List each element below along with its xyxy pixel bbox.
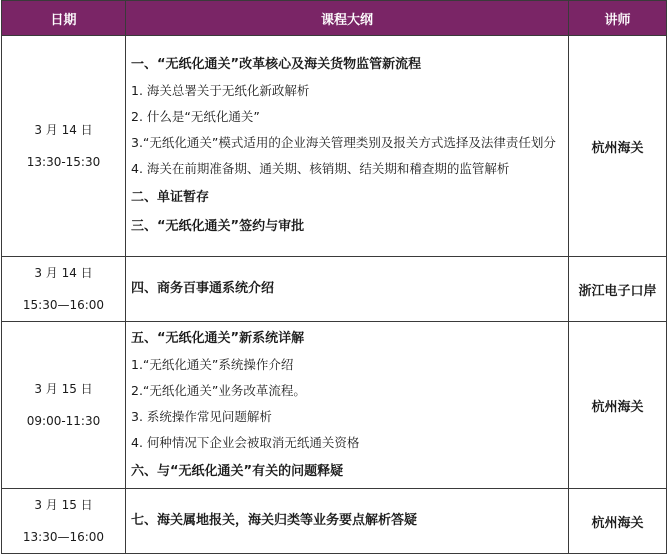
table-row xyxy=(2,257,667,322)
outline-cell xyxy=(126,257,569,322)
outline-item: 4. 何种情况下企业会被取消无纸通关资格 xyxy=(131,434,360,450)
section-title: 五、“无纸化通关”新系统详解 xyxy=(131,330,305,346)
header-outline: 课程大纲 xyxy=(126,1,569,36)
outline-cell xyxy=(126,489,569,554)
section-title: 二、单证暂存 xyxy=(131,190,210,205)
teacher-cell: 浙江电子口岸 xyxy=(569,257,667,322)
session-time: 15:30—16:00 xyxy=(22,298,105,312)
section-title: 一、“无纸化通关”改革核心及海关货物监管新流程 xyxy=(131,57,422,72)
outline-item: 3.“无纸化通关”模式适用的企业海关管理类别及报关方式选择及法律责任划分 xyxy=(131,135,556,150)
session-time: 13:30-15:30 xyxy=(26,155,101,169)
session-date: 3 月 15 日 xyxy=(34,498,93,512)
session-date-cell xyxy=(2,322,126,489)
session-date-cell xyxy=(2,36,126,257)
section-title: 七、海关属地报关，海关归类等业务要点解析答疑 xyxy=(131,513,418,528)
session-date-cell xyxy=(2,489,126,554)
section-title: 三、“无纸化通关”签约与审批 xyxy=(131,219,305,234)
table-header-row xyxy=(2,1,667,36)
outline-cell xyxy=(126,36,569,257)
outline-item: 4. 海关在前期准备期、通关期、核销期、结关期和稽查期的监管解析 xyxy=(131,161,510,176)
outline-item: 3. 系统操作常见问题解析 xyxy=(131,408,272,424)
header-teacher: 讲师 xyxy=(569,1,667,36)
teacher-cell: 杭州海关 xyxy=(569,322,667,489)
table-row xyxy=(2,322,667,489)
header-date: 日期 xyxy=(2,1,126,36)
outline-item: 1. 海关总署关于无纸化新政解析 xyxy=(131,83,310,98)
session-date: 3 月 14 日 xyxy=(34,266,93,280)
section-title: 六、与“无纸化通关”有关的问题释疑 xyxy=(131,463,344,479)
session-date: 3 月 14 日 xyxy=(34,123,93,137)
outline-item: 1.“无纸化通关”系统操作介绍 xyxy=(131,356,294,372)
teacher-cell: 杭州海关 xyxy=(569,489,667,554)
section-title: 四、商务百事通系统介绍 xyxy=(131,281,275,296)
table-row xyxy=(2,489,667,554)
outline-item: 2. 什么是“无纸化通关” xyxy=(131,109,260,124)
session-time: 13:30—16:00 xyxy=(22,530,105,544)
teacher-cell: 杭州海关 xyxy=(569,36,667,257)
outline-cell xyxy=(126,322,569,489)
session-date: 3 月 15 日 xyxy=(34,382,93,396)
session-time: 09:00-11:30 xyxy=(26,414,101,428)
outline-item: 2.“无纸化通关”业务改革流程。 xyxy=(131,382,306,398)
session-date-cell xyxy=(2,257,126,322)
course-schedule-table xyxy=(1,0,667,554)
table-row xyxy=(2,36,667,257)
